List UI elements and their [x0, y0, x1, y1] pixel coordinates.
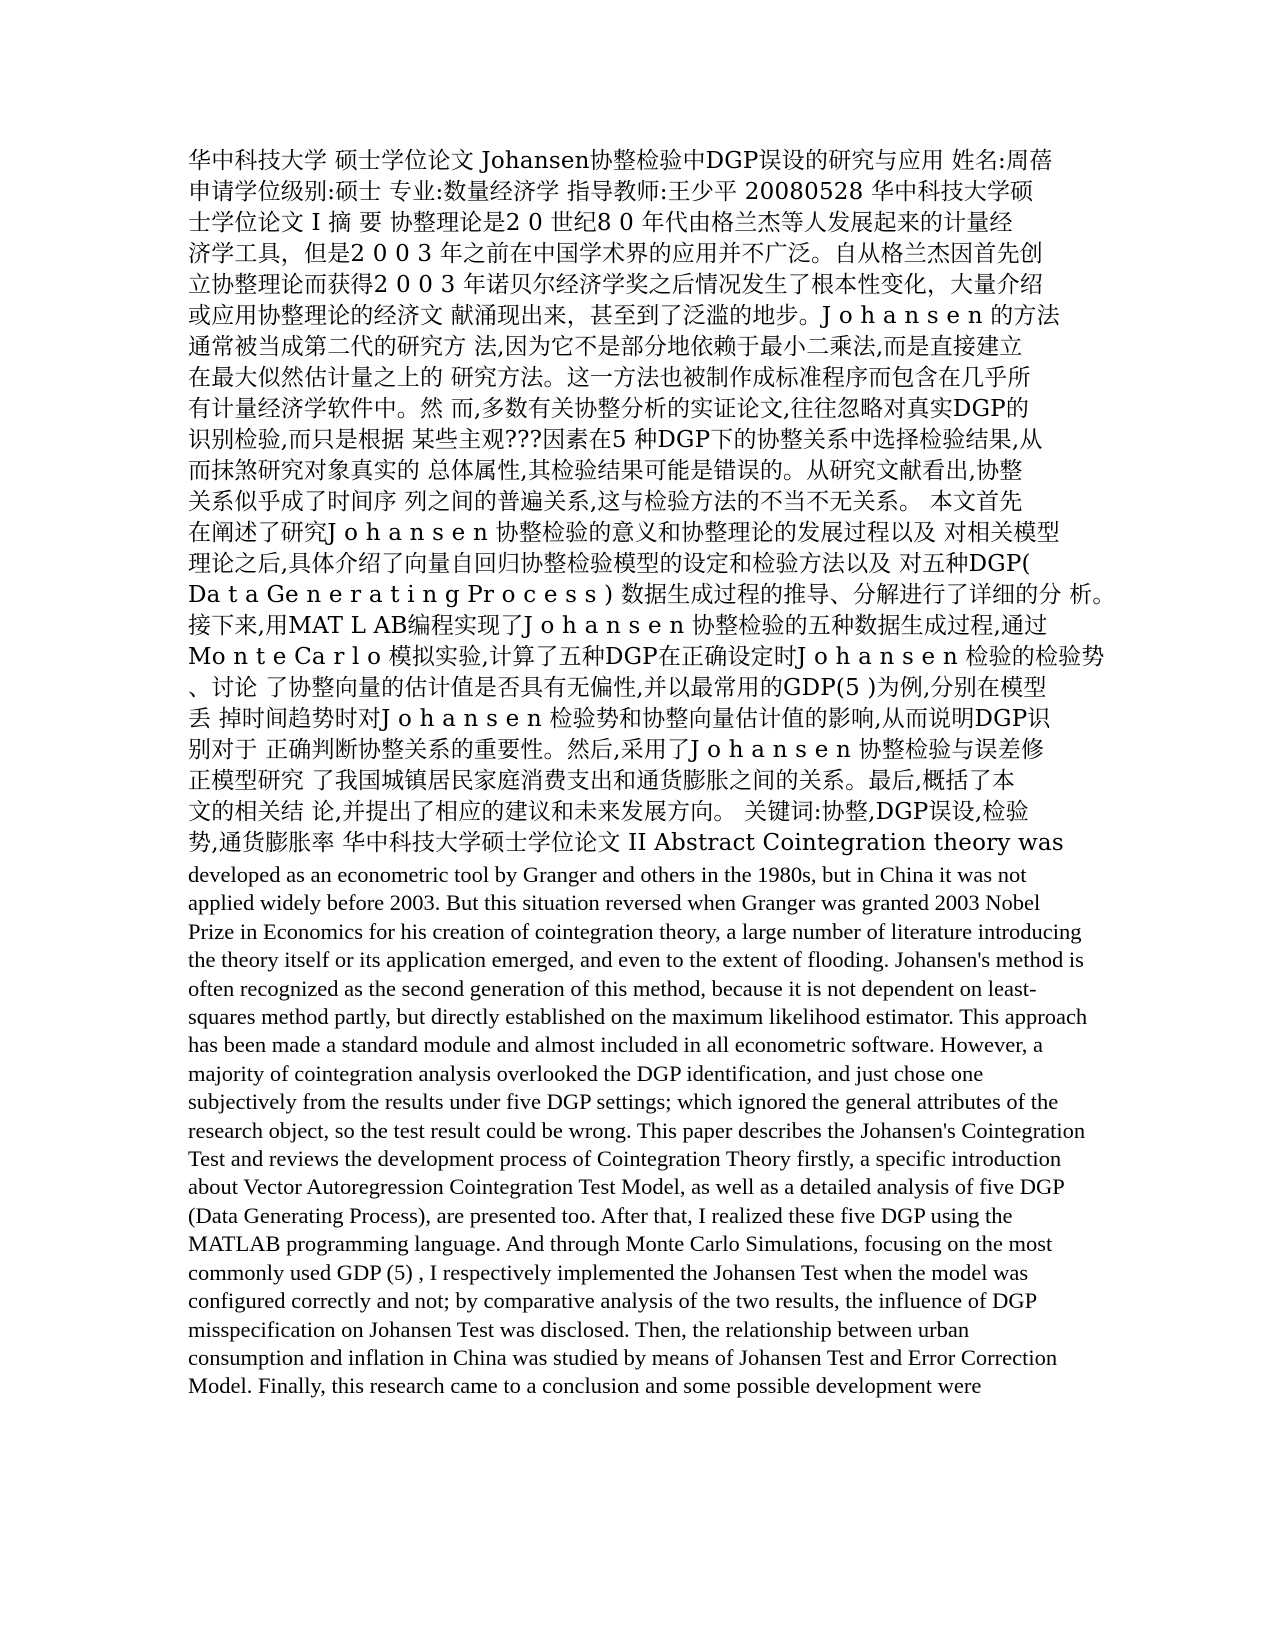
- text-line: 势,通货膨胀率 华中科技大学硕士学位论文 II Abstract Cointegration theory was: [188, 830, 1064, 856]
- text-line: Mo n t e Ca r l o 模拟实验,计算了五种DGP在正确设定时J o h a n s e n 检验的检验势: [188, 644, 1105, 670]
- english-abstract-text: developed as an econometric tool by Granger and others in the 1980s, but in China it was not applied widely before 2003. But this situation reversed when Granger was granted 2003 Nobel Prize in Economics for his creation of cointegration theory, a large number of literature introducing the theory itself or its application emerged, and even to the extent of flooding. Johansen's method is often recognized as the second generation of this method, because it is not dependent on least-squares method partly, but directly established on the maximum likelihood estimator. This approach has been made a standard module and almost included in all econometric software. However, a majority of cointegration analysis overlooked the DGP identification, and just chose one subjectively from the results under five DGP settings; which ignored the general attributes of the research object, so the test result could be wrong. This paper describes the Johansen's Cointegration Test and reviews the development process of Cointegration Theory firstly, a specific introduction about Vector Autoregression Cointegration Test Model, as well as a detailed analysis of five DGP (Data Generating Process), are presented too. After that, I realized these five DGP using the MATLAB programming language. And through Monte Carlo Simulations, focusing on the most commonly used GDP (5) , I respectively implemented the Johansen Test when the model was configured correctly and not; by comparative analysis of the two results, the influence of DGP misspecification on Johansen Test was disclosed. Then, the relationship between urban consumption and inflation in China was studied by means of Johansen Test and Error Correction Model. Finally, this research came to a conclusion and some possible development were: [188, 862, 1088, 1399]
- text-line: 立协整理论而获得2 0 0 3 年诺贝尔经济学奖之后情况发生了根本性变化，大量介绍: [188, 272, 1043, 298]
- text-line: 接下来,用MAT L AB编程实现了J o h a n s e n 协整检验的五种数据生成过程,通过: [188, 613, 1048, 639]
- text-line: 通常被当成第二代的研究方 法,因为它不是部分地依赖于最小二乘法,而是直接建立: [188, 334, 1023, 360]
- english-abstract-block: [188, 861, 1088, 1401]
- text-line: 识别检验,而只是根据 某些主观???因素在5 种DGP下的协整关系中选择检验结果,从: [188, 427, 1043, 453]
- text-line: 有计量经济学软件中。然 而,多数有关协整分析的实证论文,往往忽略对真实DGP的: [188, 396, 1030, 422]
- text-line: 在阐述了研究J o h a n s e n 协整检验的意义和协整理论的发展过程以及 对相关模型: [188, 520, 1060, 546]
- text-line: 或应用协整理论的经济文 献涌现出来，甚至到了泛滥的地步。J o h a n s e n 的方法: [188, 303, 1060, 329]
- text-line: 别对于 正确判断协整关系的重要性。然后,采用了J o h a n s e n 协整检验与误差修: [188, 737, 1045, 763]
- text-line: 文的相关结 论,并提出了相应的建议和未来发展方向。 关键词:协整,DGP误设,检验: [188, 799, 1029, 825]
- text-line: 而抹煞研究对象真实的 总体属性,其检验结果可能是错误的。从研究文献看出,协整: [188, 458, 1023, 484]
- text-line: 理论之后,具体介绍了向量自回归协整检验模型的设定和检验方法以及 对五种DGP(: [188, 551, 1031, 577]
- text-line: 丢 掉时间趋势时对J o h a n s e n 检验势和协整向量估计值的影响,从而说明DGP识: [188, 706, 1051, 732]
- text-line: 华中科技大学 硕士学位论文 Johansen协整检验中DGP误设的研究与应用 姓名:周蓓: [188, 148, 1053, 174]
- text-line: 申请学位级别:硕士 专业:数量经济学 指导教师:王少平 20080528 华中科技大学硕: [188, 179, 1034, 205]
- text-line: Da t a Ge n e r a t i n g Pr o c e s s ) 数据生成过程的推导、分解进行了详细的分 析。: [188, 582, 1116, 608]
- text-line: 正模型研究 了我国城镇居民家庭消费支出和通货膨胀之间的关系。最后,概括了本: [188, 768, 1016, 794]
- text-line: 在最大似然估计量之上的 研究方法。这一方法也被制作成标准程序而包含在几乎所: [188, 365, 1031, 391]
- text-line: 士学位论文 I 摘 要 协整理论是2 0 世纪8 0 年代由格兰杰等人发展起来的计量经: [188, 210, 1013, 236]
- text-line: 关系似乎成了时间序 列之间的普遍关系,这与检验方法的不当不无关系。 本文首先: [188, 489, 1023, 515]
- chinese-abstract-block: [188, 146, 1116, 859]
- text-line: 济学工具，但是2 0 0 3 年之前在中国学术界的应用并不广泛。自从格兰杰因首先创: [188, 241, 1043, 267]
- text-line: 、讨论 了协整向量的估计值是否具有无偏性,并以最常用的GDP(5 )为例,分别在模型: [188, 675, 1047, 701]
